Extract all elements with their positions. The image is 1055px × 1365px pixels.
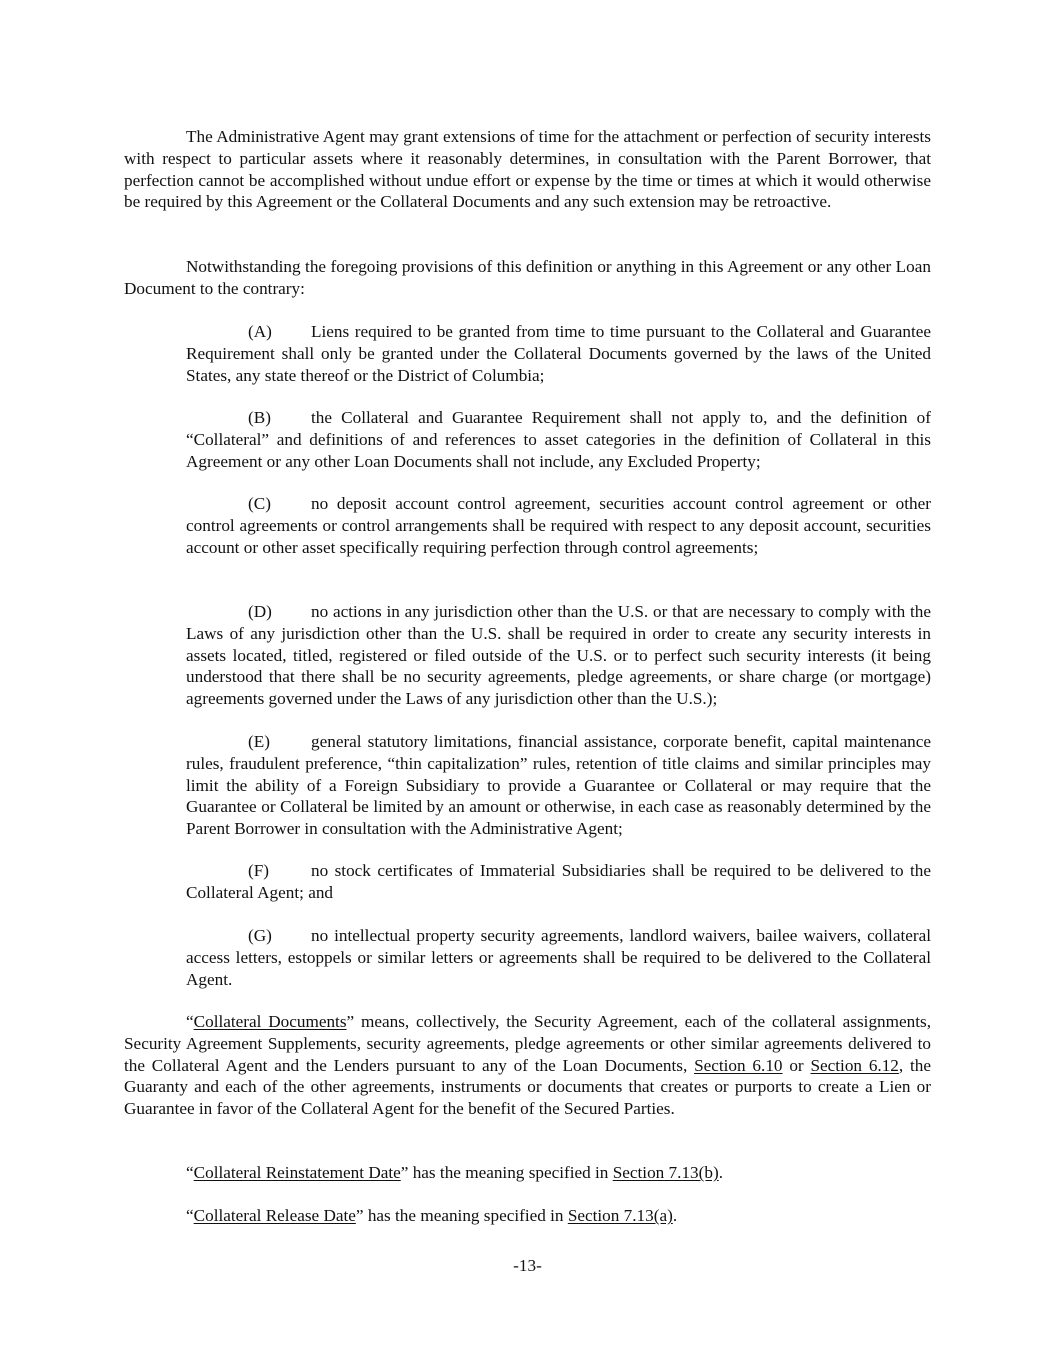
clause-text: no deposit account control agreement, securities account control agreement or other control agreements or control arrangements shall be required with respect to any deposit account, securities account or other asset specifically requiring perfection through control agreements;	[186, 494, 931, 557]
section-7-13b-link[interactable]: Section 7.13(b)	[612, 1163, 719, 1182]
clause-a	[186, 321, 931, 386]
clause-label: (C)	[248, 494, 271, 513]
paragraph-extensions: The Administrative Agent may grant extensions of time for the attachment or perfection of security interests with respect to particular assets where it reasonably determines, in consultation with the Parent Borrower, that perfection cannot be accomplished without undue effort or expense by the time or times at which it would otherwise be required by this Agreement or the Collateral Documents and any such extension may be retroactive.	[124, 127, 931, 212]
definition-text: or	[782, 1055, 811, 1075]
clause-label: (E)	[248, 732, 270, 751]
clause-e	[186, 731, 931, 840]
definition-collateral-reinstatement-date	[186, 1162, 723, 1184]
clause-text: Liens required to be granted from time to time pursuant to the Collateral and Guarantee Requirement shall only be granted under the Collateral Documents governed by the laws of the United States, any state thereof or the District of Columbia;	[186, 322, 931, 385]
clause-text: no intellectual property security agreements, landlord waivers, bailee waivers, collateral access letters, estoppels or similar letters or agreements shall be required to be delivered to the Collateral Agent.	[186, 926, 931, 989]
clause-g	[186, 925, 931, 990]
clause-text: no stock certificates of Immaterial Subsidiaries shall be required to be delivered to the Collateral Agent; and	[186, 861, 931, 902]
clause-text: no actions in any jurisdiction other than the U.S. or that are necessary to comply with the Laws of any jurisdiction other than the U.S. shall be required in order to create any security interests in assets located, titled, registered or filed outside of the U.S. or to perfect such security interests (it being understood that there shall be no security agreements, pledge agreements, or share charge (or mortgage) agreements governed under the Laws of any jurisdiction other than the U.S.);	[186, 602, 931, 709]
definition-collateral-release-date	[186, 1205, 677, 1227]
clause-text: the Collateral and Guarantee Requirement shall not apply to, and the definition of “Collateral” and definitions of and references to asset categories in the definition of Collateral in this Agreement or any other Loan Documents shall not include, any Excluded Property;	[186, 408, 931, 471]
defined-term-collateral-documents: Collateral Documents	[193, 1012, 347, 1031]
section-6-10-link[interactable]: Section 6.10	[694, 1055, 783, 1075]
definition-text: .	[672, 1206, 678, 1225]
page-number: -13-	[513, 1256, 542, 1275]
clause-label: (G)	[248, 926, 272, 945]
clause-label: (F)	[248, 861, 270, 880]
section-6-12-link[interactable]: Section 6.12	[810, 1055, 899, 1075]
clause-label: (A)	[248, 322, 272, 341]
clause-d	[186, 601, 931, 710]
clause-c	[186, 493, 931, 558]
section-7-13a-link[interactable]: Section 7.13(a)	[567, 1206, 673, 1225]
paragraph-notwithstanding: Notwithstanding the foregoing provisions of this definition or anything in this Agreement or any other Loan Document to the contrary:	[124, 257, 931, 298]
clause-text: general statutory limitations, financial assistance, corporate benefit, capital maintenance rules, fraudulent preference, “thin capitalization” rules, retention of title claims and similar principles may limit the ability of a Foreign Subsidiary to provide a Guarantee or Collateral or may require that the Guarantee or Collateral be limited by an amount or otherwise, in each case as reasonably determined by the Parent Borrower in consultation with the Administrative Agent;	[186, 732, 931, 839]
clause-label: (B)	[248, 408, 271, 427]
clause-label: (D)	[248, 602, 272, 621]
open-quote: “	[186, 1206, 194, 1225]
definition-text: .	[718, 1163, 723, 1182]
definition-text: ” has the meaning specified in	[400, 1163, 613, 1182]
open-quote: “	[186, 1163, 194, 1182]
definition-text: , the Guaranty and each of the other agreements, instruments or documents that creates or purports to create a Lien or Guarantee in favor of the Collateral Agent for the benefit of the Secured Parties.	[124, 1055, 932, 1119]
open-quote: “	[186, 1012, 194, 1031]
clause-f	[186, 860, 931, 904]
definition-text: ” means, collectively, the Security Agreement, each of the collateral assignments, Security Agreement Supplements, security agreements, pledge agreements or other similar agreements delivered to the Collateral Agent and the Lenders pursuant to any of the Loan Documents,	[124, 1012, 931, 1075]
clause-b	[186, 407, 931, 472]
definition-collateral-documents	[124, 1011, 931, 1120]
defined-term-collateral-release-date: Collateral Release Date	[193, 1206, 356, 1225]
defined-term-collateral-reinstatement-date: Collateral Reinstatement Date	[193, 1163, 401, 1182]
definition-text: ” has the meaning specified in	[355, 1206, 568, 1225]
